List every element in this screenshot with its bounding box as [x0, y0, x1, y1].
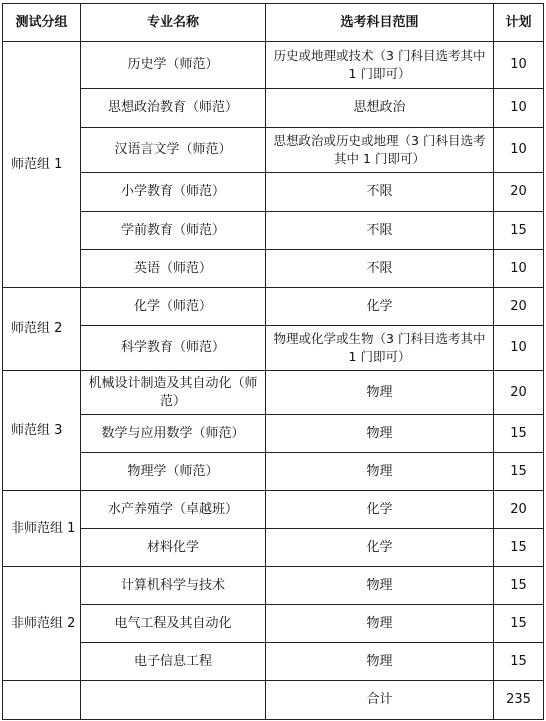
subjects-cell: 化学	[266, 529, 494, 567]
major-cell: 材料化学	[81, 529, 266, 567]
table-row	[3, 42, 544, 89]
table-row	[3, 453, 544, 491]
table-row	[3, 128, 544, 173]
table-row	[3, 491, 544, 529]
total-value: 235	[494, 681, 544, 720]
table-row	[3, 288, 544, 326]
major-cell: 思想政治教育（师范）	[81, 89, 266, 128]
plan-cell: 15	[494, 529, 544, 567]
header-group: 测试分组	[3, 4, 81, 42]
table-row	[3, 173, 544, 212]
total-group-cell	[3, 681, 81, 720]
table-row	[3, 250, 544, 288]
table-row	[3, 371, 544, 415]
subjects-cell: 不限	[266, 212, 494, 250]
plan-cell: 15	[494, 212, 544, 250]
total-major-cell	[81, 681, 266, 720]
major-cell: 物理学（师范）	[81, 453, 266, 491]
subjects-cell: 物理	[266, 371, 494, 415]
subjects-cell: 物理或化学或生物（3 门科目选考其中 1 门即可）	[266, 326, 494, 371]
table-row	[3, 605, 544, 643]
major-cell: 水产养殖学（卓越班）	[81, 491, 266, 529]
plan-cell: 10	[494, 326, 544, 371]
plan-cell: 20	[494, 491, 544, 529]
plan-cell: 15	[494, 415, 544, 453]
group-cell: 师范组 3	[3, 371, 81, 491]
subjects-cell: 不限	[266, 250, 494, 288]
table-row	[3, 567, 544, 605]
group-cell: 非师范组 2	[3, 567, 81, 681]
group-cell: 师范组 1	[3, 42, 81, 288]
major-cell: 电子信息工程	[81, 643, 266, 681]
plan-cell: 10	[494, 128, 544, 173]
header-subjects: 选考科目范围	[266, 4, 494, 42]
major-cell: 化学（师范）	[81, 288, 266, 326]
total-label: 合计	[266, 681, 494, 720]
table-row	[3, 326, 544, 371]
major-cell: 小学教育（师范）	[81, 173, 266, 212]
table-row	[3, 415, 544, 453]
plan-cell: 10	[494, 42, 544, 89]
major-cell: 英语（师范）	[81, 250, 266, 288]
major-cell: 数学与应用数学（师范）	[81, 415, 266, 453]
subjects-cell: 物理	[266, 643, 494, 681]
group-cell: 师范组 2	[3, 288, 81, 371]
table-row	[3, 212, 544, 250]
header-row	[3, 4, 544, 42]
subjects-cell: 不限	[266, 173, 494, 212]
major-cell: 学前教育（师范）	[81, 212, 266, 250]
subjects-cell: 物理	[266, 453, 494, 491]
subjects-cell: 化学	[266, 491, 494, 529]
major-cell: 机械设计制造及其自动化（师范）	[81, 371, 266, 415]
plan-cell: 20	[494, 288, 544, 326]
major-cell: 科学教育（师范）	[81, 326, 266, 371]
plan-cell: 15	[494, 605, 544, 643]
plan-cell: 15	[494, 643, 544, 681]
table-row	[3, 643, 544, 681]
table-row	[3, 529, 544, 567]
plan-cell: 10	[494, 89, 544, 128]
table-row	[3, 89, 544, 128]
subjects-cell: 物理	[266, 415, 494, 453]
subjects-cell: 物理	[266, 605, 494, 643]
major-cell: 历史学（师范）	[81, 42, 266, 89]
major-cell: 汉语言文学（师范）	[81, 128, 266, 173]
subjects-cell: 思想政治或历史或地理（3 门科目选考其中 1 门即可）	[266, 128, 494, 173]
major-cell: 计算机科学与技术	[81, 567, 266, 605]
group-cell: 非师范组 1	[3, 491, 81, 567]
subjects-cell: 物理	[266, 567, 494, 605]
plan-cell: 10	[494, 250, 544, 288]
enrollment-plan-table	[2, 3, 544, 720]
plan-cell: 15	[494, 453, 544, 491]
subjects-cell: 思想政治	[266, 89, 494, 128]
subjects-cell: 化学	[266, 288, 494, 326]
plan-cell: 15	[494, 567, 544, 605]
plan-cell: 20	[494, 173, 544, 212]
header-major: 专业名称	[81, 4, 266, 42]
major-cell: 电气工程及其自动化	[81, 605, 266, 643]
subjects-cell: 历史或地理或技术（3 门科目选考其中 1 门即可）	[266, 42, 494, 89]
plan-cell: 20	[494, 371, 544, 415]
total-row	[3, 681, 544, 720]
header-plan: 计划	[494, 4, 544, 42]
